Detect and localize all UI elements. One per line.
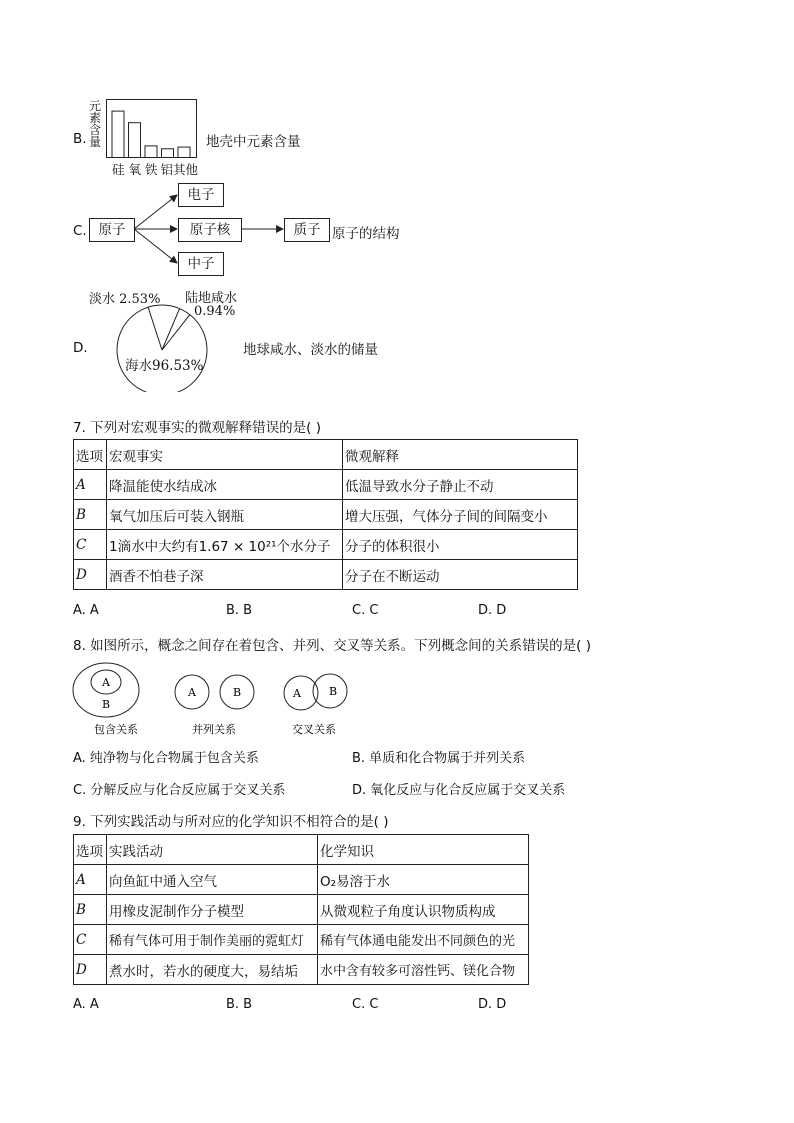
pie-chart <box>115 302 215 392</box>
table-header: 微观解释 <box>343 440 578 470</box>
table-row <box>74 470 578 500</box>
q7-option-b[interactable]: B. B <box>226 603 253 618</box>
q9-stem: 9. 下列实践活动与所对应的化学知识不相符合的是( ) <box>73 814 389 830</box>
box-neutron: 中子 <box>178 252 224 276</box>
table-header: 选项 <box>74 835 107 865</box>
table-cell: O₂易溶于水 <box>318 865 529 895</box>
table-cell: 分子在不断运动 <box>343 560 578 590</box>
table-cell: C <box>74 925 107 955</box>
table-cell: 增大压强，气体分子间的间隔变小 <box>343 500 578 530</box>
table-cell: 稀有气体可用于制作美丽的霓虹灯 <box>107 925 318 955</box>
pie-label-sea: 海水96.53% <box>125 358 204 374</box>
option-b-letter: B. <box>73 131 87 147</box>
xlabel: 硅 <box>112 162 125 177</box>
table-row <box>74 865 529 895</box>
option-c-letter: C. <box>73 223 87 239</box>
q8-stem: 8. 如图所示，概念之间存在着包含、并列、交叉等关系。下列概念间的关系错误的是( ) <box>73 638 591 654</box>
table-cell: 煮水时，若水的硬度大，易结垢 <box>107 955 318 985</box>
box-atom: 原子 <box>89 218 135 242</box>
table-cell: 1滴水中大约有1.67 × 10²¹个水分子 <box>107 530 343 560</box>
table-cell: 分子的体积很小 <box>343 530 578 560</box>
xlabel: 氧 <box>128 162 142 177</box>
table-row <box>74 895 529 925</box>
table-cell: C <box>74 530 107 560</box>
arrow <box>134 229 177 263</box>
venn-caption: 包含关系 <box>94 723 138 736</box>
venn-diagrams <box>68 660 368 742</box>
option-c-caption: 原子的结构 <box>332 226 400 242</box>
ylabel-char: 含 <box>88 123 101 137</box>
arrow <box>134 195 177 229</box>
table-header: 化学知识 <box>318 835 529 865</box>
q7-option-a[interactable]: A. A <box>73 603 99 618</box>
table-cell: 用橡皮泥制作分子模型 <box>107 895 318 925</box>
table-cell: 稀有气体通电能发出不同颜色的光 <box>318 925 529 955</box>
ylabel-char: 素 <box>88 111 101 125</box>
pie-label-land-2: 0.94% <box>194 304 236 319</box>
ylabel-char: 量 <box>88 135 101 149</box>
table-row <box>74 925 529 955</box>
table-cell: A <box>74 865 107 895</box>
box-nucleus: 原子核 <box>178 218 242 242</box>
q8-option-b[interactable]: B. 单质和化合物属于并列关系 <box>352 751 526 766</box>
option-d-caption: 地球咸水、淡水的储量 <box>243 342 378 358</box>
table-row <box>74 560 578 590</box>
venn-label-b: B <box>233 686 242 699</box>
pie-label-land-1: 陆地咸水 <box>185 291 238 306</box>
box-proton: 质子 <box>284 218 330 242</box>
table-cell: B <box>74 500 107 530</box>
q9-option-d[interactable]: D. D <box>478 997 507 1012</box>
q9-table <box>73 834 529 985</box>
table-header-row <box>74 835 529 865</box>
q7-table <box>73 439 578 590</box>
xlabel: 铁 <box>145 162 158 177</box>
table-cell: 向鱼缸中通入空气 <box>107 865 318 895</box>
table-header-row <box>74 440 578 470</box>
q9-option-b[interactable]: B. B <box>226 997 253 1012</box>
q7-stem: 7. 下列对宏观事实的微观解释错误的是( ) <box>73 420 321 436</box>
table-header: 选项 <box>74 440 107 470</box>
q8-option-c[interactable]: C. 分解反应与化合反应属于交叉关系 <box>73 783 286 798</box>
table-cell: 降温能使水结成冰 <box>107 470 343 500</box>
venn-label-a: A <box>102 676 110 689</box>
box-electron: 电子 <box>178 183 224 207</box>
q9-option-a[interactable]: A. A <box>73 997 99 1012</box>
venn-label-b: B <box>329 685 338 698</box>
q8-option-a[interactable]: A. 纯净物与化合物属于包含关系 <box>73 751 259 766</box>
table-cell: D <box>74 955 107 985</box>
table-row <box>74 500 578 530</box>
q7-option-d[interactable]: D. D <box>478 603 507 618</box>
table-row <box>74 530 578 560</box>
table-row <box>74 955 529 985</box>
ylabel-char: 元 <box>88 99 101 113</box>
venn-label-a: A <box>293 687 301 700</box>
table-header: 宏观事实 <box>107 440 343 470</box>
table-cell: 低温导致水分子静止不动 <box>343 470 578 500</box>
table-cell: B <box>74 895 107 925</box>
venn-caption: 并列关系 <box>192 723 236 736</box>
venn-label-a: A <box>188 686 196 699</box>
table-cell: 从微观粒子角度认识物质构成 <box>318 895 529 925</box>
q9-option-c[interactable]: C. C <box>352 997 379 1012</box>
option-d-letter: D. <box>73 340 88 356</box>
q7-option-c[interactable]: C. C <box>352 603 379 618</box>
table-cell: 氧气加压后可装入钢瓶 <box>107 500 343 530</box>
option-b-caption: 地壳中元素含量 <box>206 134 301 150</box>
table-header: 实践活动 <box>107 835 318 865</box>
xlabel: 铝 <box>160 162 174 177</box>
table-cell: 水中含有较多可溶性钙、镁化合物 <box>318 955 529 985</box>
structure-arrows <box>0 0 794 300</box>
q8-option-d[interactable]: D. 氧化反应与化合反应属于交叉关系 <box>352 783 566 798</box>
table-cell: 酒香不怕巷子深 <box>107 560 343 590</box>
venn-label-b: B <box>102 698 111 711</box>
table-cell: A <box>74 470 107 500</box>
xlabel: 其他 <box>173 162 199 177</box>
pie-label-fresh: 淡水 2.53% <box>89 292 161 307</box>
venn-caption: 交叉关系 <box>292 723 336 736</box>
table-cell: D <box>74 560 107 590</box>
